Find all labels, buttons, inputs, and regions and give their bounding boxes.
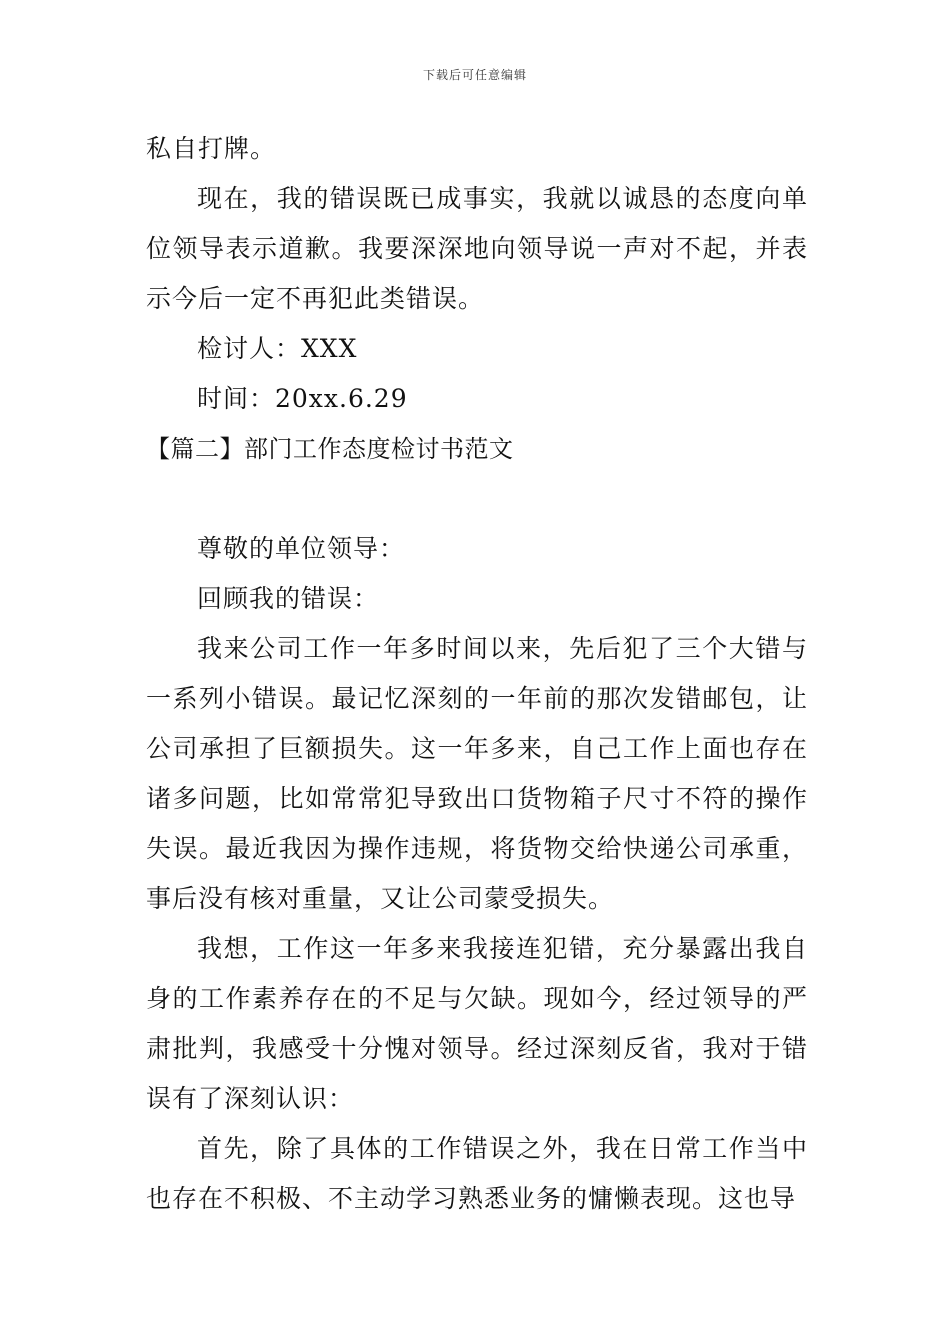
document-body	[146, 124, 808, 1224]
review-heading: 回顾我的错误：	[197, 584, 380, 613]
paragraph-first-point: 首先，除了具体的工作错误之外，我在日常工作当中也存在不积极、不主动学习熟悉业务的慵懒表现。这也导	[146, 1134, 808, 1213]
paragraph-mistakes: 我来公司工作一年多时间以来，先后犯了三个大错与一系列小错误。最记忆深刻的一年前的那次发错邮包，让公司承担了巨额损失。这一年多来，自己工作上面也存在诸多问题，比如常常犯导致出口货物箱子尺寸不符的操作失误。最近我因为操作违规，将货物交给快递公司承重，事后没有核对重量，又让公司蒙受损失。	[146, 634, 808, 913]
paragraph-reflection: 我想，工作这一年多来我接连犯错，充分暴露出我自身的工作素养存在的不足与欠缺。现如今，经过领导的严肃批判，我感受十分愧对领导。经过深刻反省，我对于错误有了深刻认识：	[146, 934, 808, 1113]
paragraph-continuation: 私自打牌。	[146, 134, 277, 163]
blank-line	[146, 474, 808, 524]
signature-line: 检讨人：XXX	[197, 334, 358, 363]
paragraph-apology: 现在，我的错误既已成事实，我就以诚恳的态度向单位领导表示道歉。我要深深地向领导说一声对不起，并表示今后一定不再犯此类错误。	[146, 184, 808, 313]
header-watermark: 下载后可任意编辑	[422, 68, 527, 82]
salutation: 尊敬的单位领导：	[197, 534, 406, 563]
section-title: 【篇二】部门工作态度检讨书范文	[146, 435, 514, 463]
date-line: 时间：20xx.6.29	[197, 384, 408, 413]
